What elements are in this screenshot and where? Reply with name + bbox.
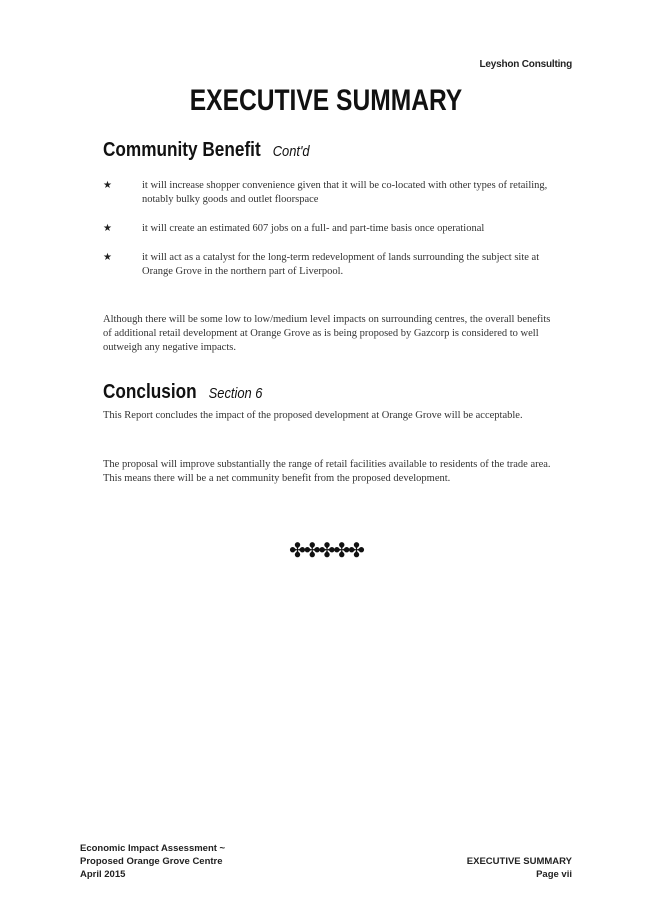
- footer-document-info: [80, 842, 225, 881]
- conclusion-heading: [103, 381, 262, 404]
- bullet-text: it will act as a catalyst for the long-term redevelopment of lands surrounding the subject site at Orange Grove in the northern part of Liverpool.: [142, 252, 540, 277]
- footer-section-name: EXECUTIVE SUMMARY: [466, 856, 572, 867]
- star-icon: ★: [103, 180, 112, 191]
- floral-divider-icon: ✤✤✤✤✤: [289, 538, 363, 562]
- star-icon: ★: [103, 252, 112, 263]
- footer-line: Economic Impact Assessment ~: [80, 843, 226, 854]
- community-benefit-subheading: Cont'd: [272, 143, 310, 160]
- community-benefit-bullet-list: [103, 179, 553, 294]
- bullet-text: it will create an estimated 607 jobs on a full- and part-time basis once operational: [142, 223, 485, 234]
- footer-line: Proposed Orange Grove Centre: [80, 856, 223, 867]
- header-company-name: Leyshon Consulting: [479, 59, 572, 70]
- conclusion-paragraph-1: This Report concludes the impact of the proposed development at Orange Grove will be acceptable.: [103, 410, 523, 421]
- conclusion-heading-text: Conclusion: [103, 381, 197, 403]
- page-title: EXECUTIVE SUMMARY: [189, 84, 463, 117]
- conclusion-paragraph-2: The proposal will improve substantially the range of retail facilities available to residents of the trade area. This means there will be a net community benefit from the proposed development.: [103, 459, 551, 484]
- community-benefit-heading: [103, 139, 310, 162]
- conclusion-subheading: Section 6: [208, 385, 263, 402]
- list-item: [103, 222, 553, 236]
- community-benefit-heading-text: Community Benefit: [103, 139, 261, 161]
- bullet-text: it will increase shopper convenience given that it will be co-located with other types of retailing, notably bulky goods and outlet floorspace: [142, 180, 548, 205]
- list-item: [103, 179, 553, 207]
- footer-line: April 2015: [80, 869, 126, 880]
- star-icon: ★: [103, 223, 112, 234]
- page-number: Page vii: [536, 869, 572, 880]
- footer-page-info: [467, 855, 572, 881]
- community-benefit-paragraph: Although there will be some low to low/medium level impacts on surrounding centres, the overall benefits of additional retail development at Orange Grove as is being proposed by Gazcorp is considered to well outweigh any negative impacts.: [103, 314, 551, 353]
- list-item: [103, 251, 553, 279]
